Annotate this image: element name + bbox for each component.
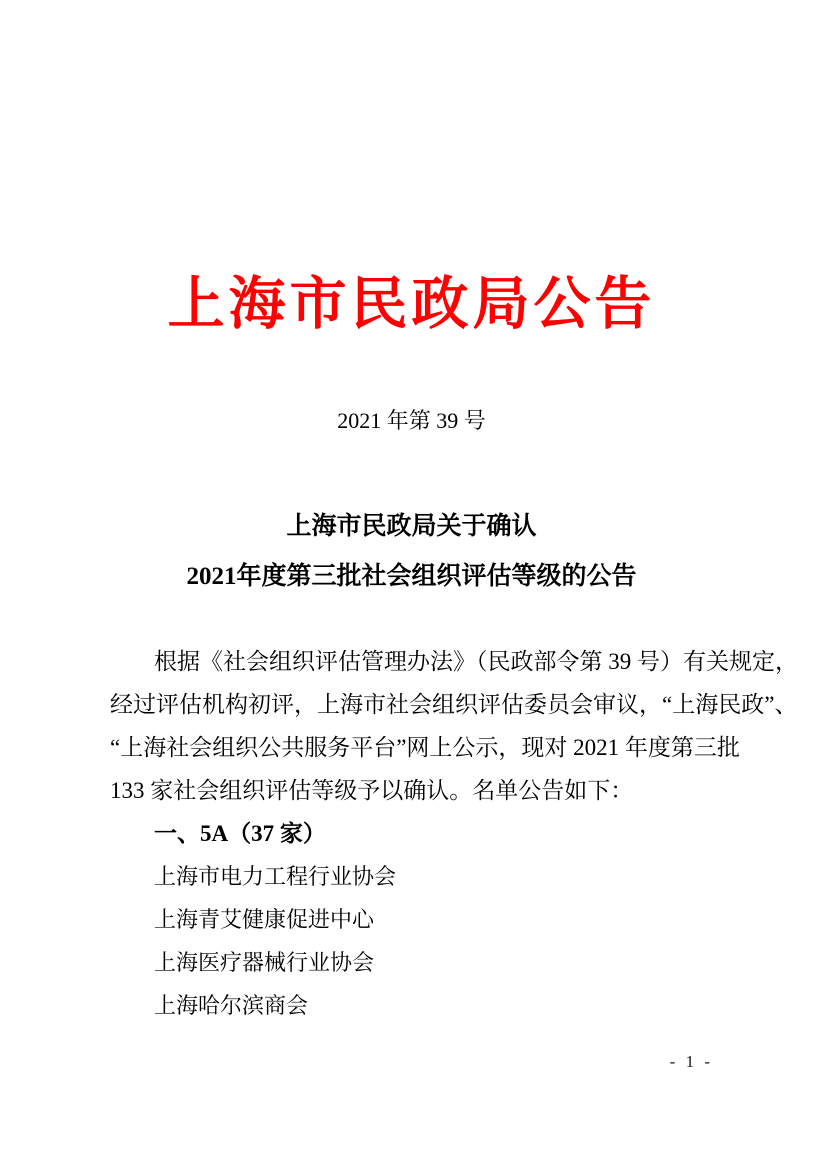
list-item-org-1: 上海市电力工程行业协会	[154, 864, 397, 889]
page-number: - 1 -	[669, 1052, 713, 1071]
body-line-4: 133 家社会组织评估等级予以确认。名单公告如下：	[110, 778, 634, 803]
list-item-org-2: 上海青艾健康促进中心	[154, 907, 375, 932]
doc-number: 2021 年第 39 号	[337, 408, 486, 433]
org-list	[110, 855, 713, 1027]
announcement-subtitle	[110, 502, 713, 602]
list-item-org-4: 上海哈尔滨商会	[154, 993, 309, 1018]
subtitle-line-2: 2021年度第三批社会组织评估等级的公告	[186, 563, 637, 590]
body-paragraph	[110, 640, 798, 812]
document-title: 上海市民政局公告	[167, 273, 656, 336]
body-line-2: 经过评估机构初评，上海市社会组织评估委员会审议，“上海民政”、	[110, 692, 798, 717]
list-item-org-3: 上海医疗器械行业协会	[154, 950, 375, 975]
body-line-1: 根据《社会组织评估管理办法》（民政部令第 39 号）有关规定，	[154, 649, 798, 674]
subtitle-line-1: 上海市民政局关于确认	[286, 513, 537, 540]
section-heading-5a: 一、5A（37 家）	[154, 821, 326, 846]
body-line-3: “上海社会组织公共服务平台”网上公示，现对 2021 年度第三批	[110, 735, 740, 760]
page-footer	[110, 1051, 713, 1073]
